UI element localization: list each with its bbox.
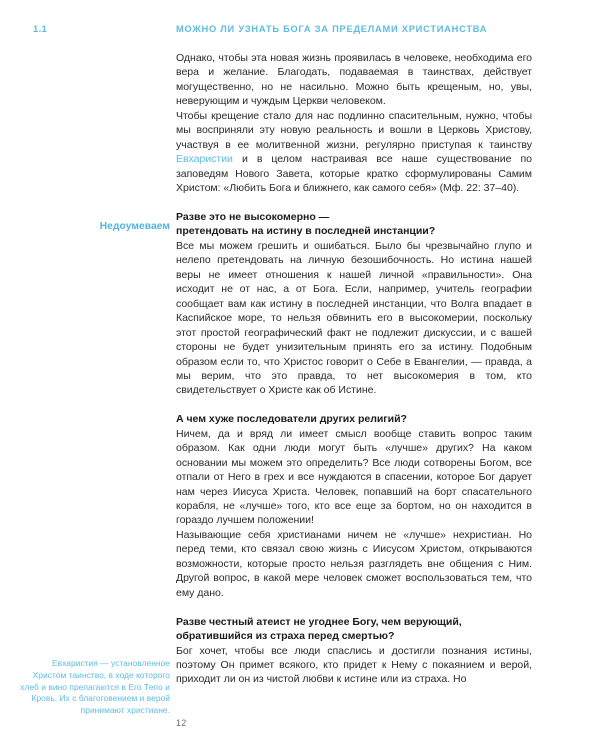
chapter-number: 1.1 — [33, 24, 48, 35]
paragraph-spacer — [176, 398, 532, 412]
margin-label-neodumevaem: Недоумеваем — [99, 221, 170, 232]
body-paragraph-5: Называющие себя христианами ничем не «лучше» нехристиан. Но перед теми, кто связал свою жизнь с Иисусом Христом, открываются возможности, которые просто нельзя разглядеть вне общения с Ним. Другой вопрос, в какой мере человек сможет воспользоваться тем, что ему дано. — [176, 528, 532, 599]
running-title: МОЖНО ЛИ УЗНАТЬ БОГА ЗА ПРЕДЕЛАМИ ХРИСТИАНСТВА — [176, 24, 488, 34]
page-number: 12 — [176, 718, 187, 728]
body-paragraph-3: Все мы можем грешить и ошибаться. Было бы чрезвычайно глупо и нелепо претендовать на личную безошибочность. Но истина нашей веры не имеет отношения к нашей личной «правильности». Она исходит не от нас, а от Бога. Если, например, учитель географии сообщает вам как истину в последней инстанции, что Волга впадает в Каспийское море, то нельзя обвинить его в высокомерии, поскольку этот простой географический факт не подлежит дискуссии, и с вашей стороны не будет унизительным принять его за истину. Подобным образом если то, что Христос говорит о Себе в Евангелии, — правда, а мы верим, что это правда, то нет высокомерия в том, кто свидетельствует о Христе как об Истине. — [176, 239, 532, 397]
paragraph-2-text-before-link: Чтобы крещение стало для нас подлинно спасительным, нужно, чтобы мы восприняли эту новую реальность и вошли в Церковь Христову, участвуя в ее молитвенной жизни, регулярно приступая к таинству — [176, 109, 532, 151]
paragraph-spacer — [176, 600, 532, 614]
body-paragraph-2 — [176, 109, 532, 196]
question-heading-1-line-1: Разве это не высокомерно — — [176, 210, 330, 223]
body-paragraph-1: Однако, чтобы эта новая жизнь проявилась в человеке, необходима его вера и желание. Благодать, подаваемая в таинствах, действует могущественно, но не насильно. Можно быть крещеным, но, увы, неверующим и чуждым Церкви человеком. — [176, 52, 532, 108]
question-heading-3-line-1: Разве честный атеист не угоднее Богу, чем верующий, — [176, 615, 462, 628]
body-paragraph-4: Ничем, да и вряд ли имеет смысл вообще ставить вопрос таким образом. Как одни люди могут быть «лучше» других? На каком основании мы можем это определить? Все люди сотворены Богом, все отпали от Него в грех и все нуждаются в спасении, которое Бог дарует нам через Иисуса Христа. Человек, попавший на борт спасательного корабля, не «лучше» того, кто все еще за бортом, но он находится в гораздо лучшем положении! — [176, 427, 532, 527]
term-link-evharistii[interactable]: Евхаристии — [176, 153, 233, 166]
body-paragraph-6: Бог хочет, чтобы все люди спаслись и достигли познания истины, поэтому Он примет всякого, кто придет к Нему с покаянием и верой, приходит ли он из чистой любви к истине или из страха. Но — [176, 644, 532, 686]
margin-column — [18, 0, 170, 750]
paragraph-2-text-after-link: и в целом настраивая все наше существование по заповедям Нового Завета, которые кратко сформулированы Самим Христом: «Любить Бога и ближнего, как самого себя» (Мф. 22: 37–40). — [176, 153, 532, 195]
main-text-column — [176, 51, 532, 687]
question-heading-1-line-2: претендовать на истину в последней инстанции? — [176, 225, 436, 238]
question-heading-3-line-2: обратившийся из страха перед смертью? — [176, 630, 395, 643]
paragraph-spacer — [176, 196, 532, 210]
question-heading-2: А чем хуже последователи других религий? — [176, 413, 407, 426]
margin-note-evharistiya: Евхаристия — установленное Христом таинство, в ходе которого хлеб и вино прелагаются в Его Тело и Кровь. Их с благоговением и верой принимают христиане. — [20, 658, 170, 716]
